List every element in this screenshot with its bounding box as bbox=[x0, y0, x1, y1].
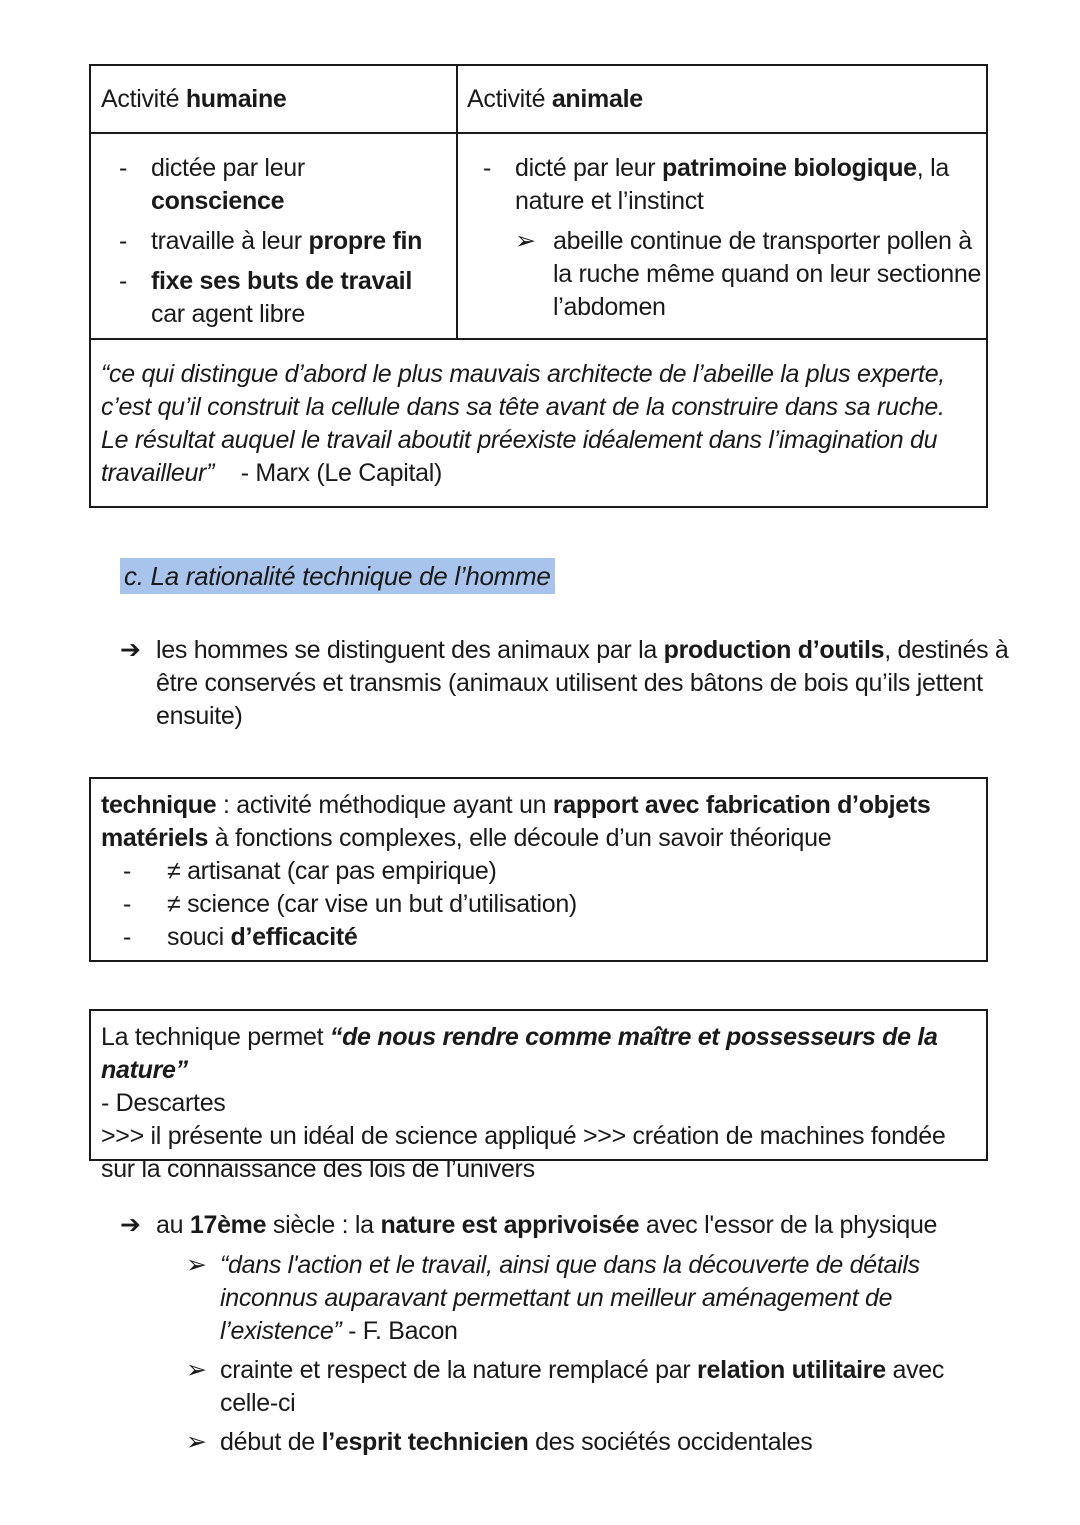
definition-list bbox=[123, 855, 976, 954]
century-paragraph: ➔ au 17ème siècle : la nature est apprivoisée avec l'essor de la physique bbox=[120, 1209, 1026, 1242]
header-animal-bold: animale bbox=[551, 85, 643, 113]
list-item: - souci d’efficacité bbox=[123, 921, 976, 954]
animal-example bbox=[515, 225, 983, 324]
list-item: - ≠ artisanat (car pas empirique) bbox=[123, 855, 976, 888]
human-cell bbox=[91, 134, 458, 338]
section-heading: c. La rationalité technique de l’homme bbox=[120, 558, 555, 594]
comparison-table bbox=[89, 64, 988, 508]
definition-text: technique : activité méthodique ayant un rapport avec fabrication d’objets matériels à fonctions complexes, elle découle d’un savoir théorique bbox=[101, 791, 931, 852]
table-body-row bbox=[91, 134, 986, 340]
list-item: - fixe ses buts de travail car agent libre bbox=[119, 265, 439, 331]
list-item: - dicté par leur patrimoine biologique, la nature et l’instinct ➢ abeille continue de transporter pollen à la ruche même quand on leur sectionne l’abdomen bbox=[483, 152, 983, 324]
sub-arrow-icon: ➢ bbox=[186, 1251, 207, 1279]
sub-arrow-icon: ➢ bbox=[186, 1356, 207, 1384]
header-human-prefix: Activité bbox=[101, 85, 186, 113]
arrow-right-icon: ➔ bbox=[120, 636, 141, 664]
list-item: - ≠ science (car vise un but d’utilisation) bbox=[123, 888, 976, 921]
header-animal bbox=[458, 66, 986, 132]
descartes-author: - Descartes bbox=[101, 1089, 226, 1117]
tools-paragraph: ➔ les hommes se distinguent des animaux par la production d’outils, destinés à être conservés et transmis (animaux utilisent des bâtons de bois qu’ils jettent ensuite) bbox=[120, 636, 1009, 730]
human-list bbox=[119, 152, 439, 338]
definition-box bbox=[89, 777, 988, 962]
animal-example-text: abeille continue de transporter pollen à la ruche même quand on leur sectionne l’abdomen bbox=[553, 227, 982, 321]
utilitarian-point: ➢ crainte et respect de la nature remplacé par relation utilitaire avec celle-ci bbox=[186, 1356, 945, 1417]
sub-arrow-icon: ➢ bbox=[186, 1428, 207, 1456]
table-header-row bbox=[91, 66, 986, 134]
quote-text: “ce qui distingue d’abord le plus mauvais architecte de l’abeille la plus experte, c’est qu’il construit la cellule dans sa tête avant de la construire dans sa ruche. Le résultat auquel le travail aboutit préexiste idéalement dans l’imagination du travailleur” bbox=[101, 360, 945, 487]
list-item: - dictée par leur conscience bbox=[119, 152, 439, 218]
quote-source: - Marx (Le Capital) bbox=[240, 459, 442, 487]
bacon-author: - F. Bacon bbox=[341, 1317, 458, 1345]
sub-arrow-icon: ➢ bbox=[515, 227, 536, 255]
marx-quote bbox=[91, 340, 986, 506]
list-item: - travaille à leur propre fin bbox=[119, 225, 439, 258]
descartes-note: >>> il présente un idéal de science appliqué >>> création de machines fondée sur la connaissance des lois de l’univers bbox=[101, 1122, 946, 1183]
arrow-right-icon: ➔ bbox=[120, 1211, 141, 1239]
header-animal-prefix: Activité bbox=[467, 85, 552, 113]
bacon-quote: “dans l'action et le travail, ainsi que dans la découverte de détails inconnus auparavant permettant un meilleur aménagement de l’existence” bbox=[220, 1251, 920, 1345]
descartes-box bbox=[89, 1009, 988, 1183]
technician-point: ➢ début de l’esprit technicien des sociétés occidentales bbox=[186, 1426, 980, 1459]
header-human bbox=[91, 66, 458, 132]
bacon-point bbox=[186, 1249, 960, 1348]
descartes-line: La technique permet “de nous rendre comme maître et possesseurs de la nature” bbox=[101, 1023, 938, 1084]
header-human-bold: humaine bbox=[185, 85, 287, 113]
animal-list bbox=[483, 152, 983, 331]
animal-cell bbox=[458, 134, 986, 338]
